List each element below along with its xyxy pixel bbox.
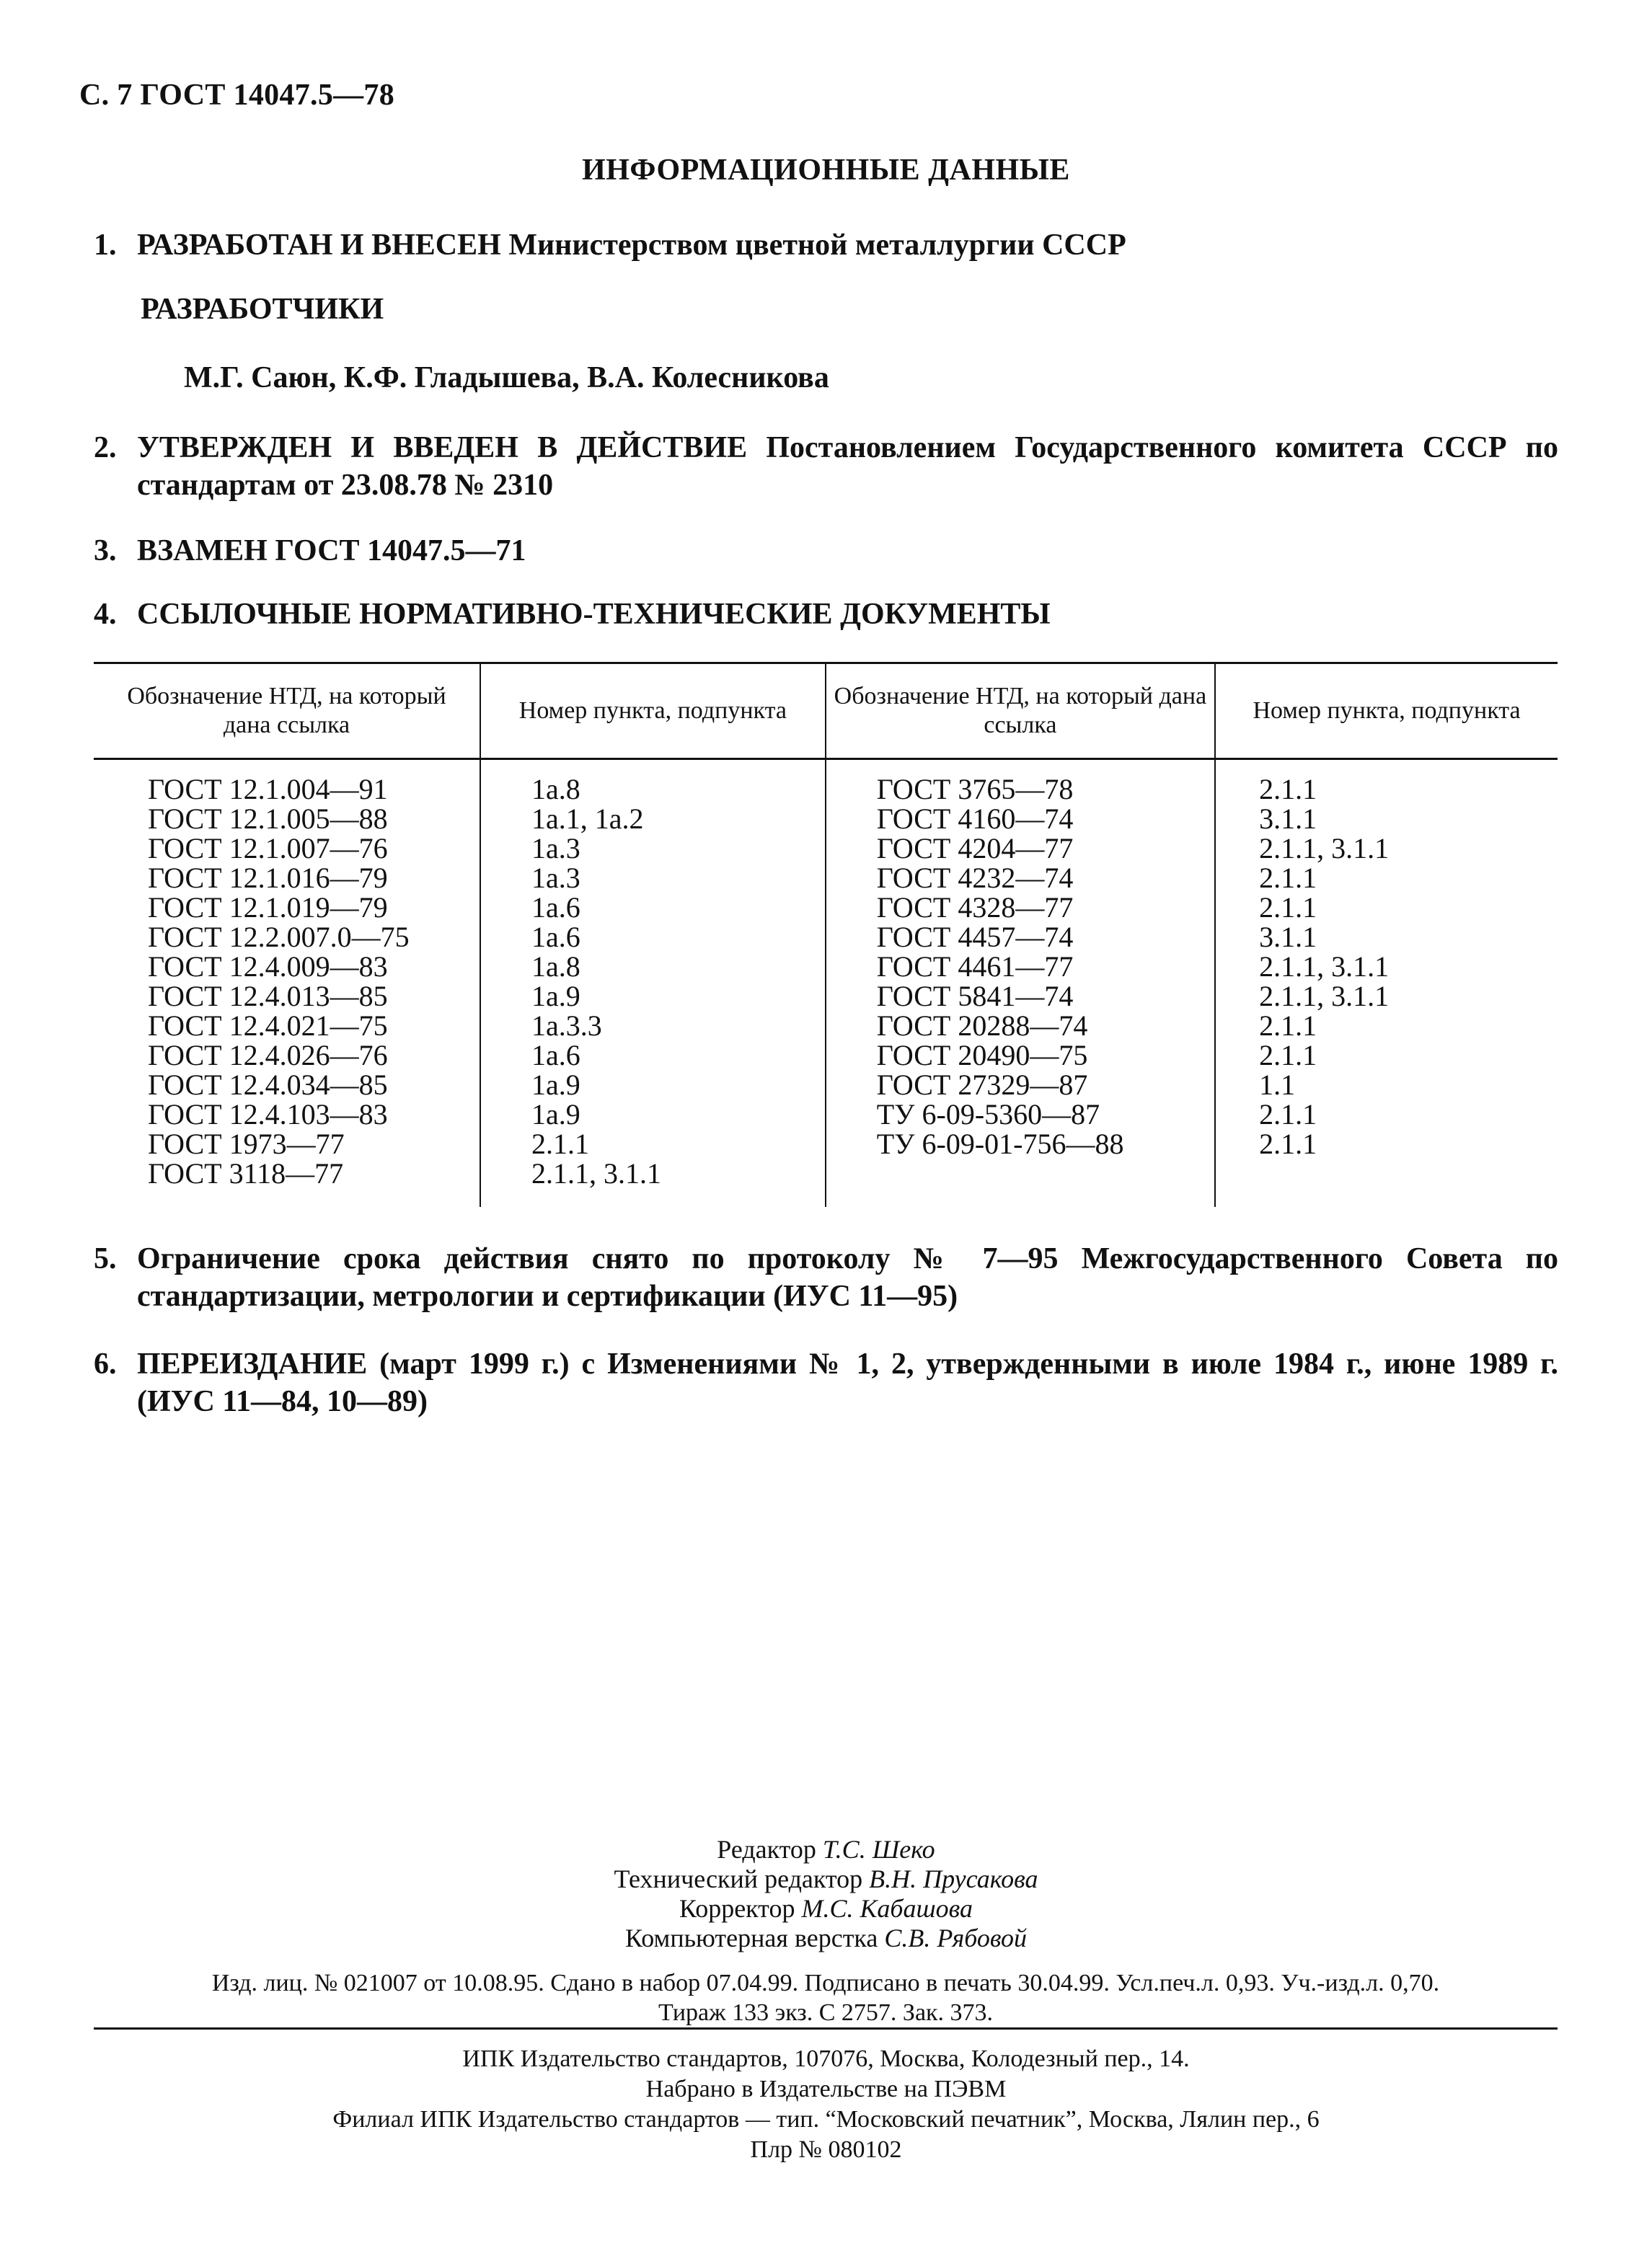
- publisher-line: Плр № 080102: [750, 2136, 902, 2163]
- table-cell-doc: ГОСТ 12.4.103—83: [148, 1098, 388, 1131]
- table-cell-points: 1.1: [1259, 1069, 1296, 1101]
- table-cell-points: 1а.8: [531, 773, 580, 805]
- table-cell-doc: ГОСТ 12.1.019—79: [148, 891, 388, 924]
- references-table: [94, 662, 1558, 1207]
- table-cell-points: 1а.1, 1а.2: [531, 802, 644, 835]
- table-cell-points: 3.1.1: [1259, 921, 1317, 953]
- item-text: (март 1999 г.) с Изменениями № 1, 2, утвержденными в июле 1984 г., июне 1989 г. (ИУС 11—84, 10—89): [137, 1348, 1558, 1418]
- credit-name: Т.С. Шеко: [822, 1835, 935, 1864]
- credits-block: [0, 1835, 1652, 1953]
- table-cell-points: 2.1.1: [1259, 1039, 1317, 1071]
- credit-role: Корректор: [679, 1894, 795, 1923]
- table-cell-points: 1а.3.3: [531, 1009, 602, 1042]
- item-number: 1.: [94, 229, 117, 262]
- table-cell-points: 1а.9: [531, 980, 580, 1012]
- table-cell-points: 2.1.1: [1259, 1128, 1317, 1160]
- publisher-line: Филиал ИПК Издательство стандартов — тип. “Московский печатник”, Москва, Лялин пер., 6: [332, 2106, 1320, 2133]
- column-header: Номер пункта, подпункта: [480, 663, 826, 759]
- table-cell-points: 2.1.1, 3.1.1: [531, 1157, 661, 1190]
- left-points-column: [480, 759, 826, 1208]
- table-cell-doc: ТУ 6-09-5360—87: [876, 1098, 1100, 1131]
- item-3: [94, 532, 1558, 570]
- item-number: 5.: [94, 1242, 117, 1275]
- item-6: [94, 1345, 1558, 1420]
- table-cell-points: 2.1.1: [1259, 1098, 1317, 1131]
- item-2: [94, 429, 1558, 504]
- table-cell-doc: ГОСТ 27329—87: [876, 1069, 1088, 1101]
- table-cell-doc: ГОСТ 12.4.013—85: [148, 980, 388, 1012]
- credit-name: М.С. Кабашова: [801, 1894, 973, 1923]
- table-cell-doc: ГОСТ 4457—74: [876, 921, 1074, 953]
- item-number: 6.: [94, 1348, 117, 1381]
- column-header: Номер пункта, подпункта: [1215, 663, 1558, 759]
- credit-role: Технический редактор: [614, 1864, 863, 1893]
- running-head: С. 7 ГОСТ 14047.5—78: [79, 79, 395, 112]
- print-info-line: Изд. лиц. № 021007 от 10.08.95. Сдано в набор 07.04.99. Подписано в печать 30.04.99. Усл.печ.л. 0,93. Уч.-изд.л. 0,70.: [211, 1970, 1440, 1996]
- table-cell-doc: ГОСТ 3765—78: [876, 773, 1074, 805]
- table-cell-points: 1а.6: [531, 891, 580, 924]
- item-lead: ВЗАМЕН ГОСТ 14047.5—71: [137, 534, 526, 567]
- table-cell-points: 1а.9: [531, 1069, 580, 1101]
- item-lead: УТВЕРЖДЕН И ВВЕДЕН В ДЕЙСТВИЕ: [137, 431, 748, 464]
- table-cell-points: 1а.3: [531, 862, 580, 894]
- table-cell-doc: ГОСТ 20490—75: [876, 1039, 1088, 1071]
- table-cell-points: 2.1.1: [1259, 773, 1317, 805]
- table-cell-doc: ГОСТ 12.1.016—79: [148, 862, 388, 894]
- table-cell-doc: ГОСТ 20288—74: [876, 1009, 1088, 1042]
- table-cell-doc: ГОСТ 1973—77: [148, 1128, 345, 1160]
- table-cell-points: 1а.6: [531, 921, 580, 953]
- table-cell-doc: ГОСТ 3118—77: [148, 1157, 344, 1190]
- table-cell-doc: ГОСТ 12.2.007.0—75: [148, 921, 410, 953]
- publisher-line: Набрано в Издательстве на ПЭВМ: [645, 2076, 1007, 2102]
- table-cell-doc: ГОСТ 12.1.007—76: [148, 832, 388, 864]
- table-cell-doc: ГОСТ 4160—74: [876, 802, 1074, 835]
- table-cell-doc: ГОСТ 4461—77: [876, 950, 1074, 983]
- table-cell-doc: ГОСТ 12.1.004—91: [148, 773, 388, 805]
- table-cell-points: 3.1.1: [1259, 802, 1317, 835]
- table-cell-doc: ГОСТ 5841—74: [876, 980, 1074, 1012]
- table-cell-doc: ГОСТ 12.4.021—75: [148, 1009, 388, 1042]
- credit-line: [0, 1924, 1652, 1953]
- publisher-line: ИПК Издательство стандартов, 107076, Москва, Колодезный пер., 14.: [462, 2045, 1190, 2072]
- credit-line: [0, 1894, 1652, 1924]
- publisher-block: [0, 2044, 1652, 2165]
- item-number: 4.: [94, 598, 117, 631]
- print-info: [94, 1968, 1558, 2027]
- item-4: [94, 596, 1558, 633]
- table-body-row: [94, 759, 1558, 1208]
- table-cell-points: 1а.8: [531, 950, 580, 983]
- credit-line: [0, 1835, 1652, 1864]
- left-docs-column: [94, 759, 480, 1208]
- item-lead: ССЫЛОЧНЫЕ НОРМАТИВНО-ТЕХНИЧЕСКИЕ ДОКУМЕНТЫ: [137, 598, 1051, 631]
- column-header: Обозначение НТД, на который дана ссылка: [94, 663, 480, 759]
- credit-name: С.В. Рябовой: [884, 1924, 1027, 1952]
- item-text: Постановлением Государственного комитета СССР по стандартам от 23.08.78 № 2310: [137, 431, 1559, 502]
- credit-line: [0, 1864, 1652, 1894]
- item-number: 2.: [94, 431, 117, 464]
- table-cell-points: 2.1.1, 3.1.1: [1259, 950, 1390, 983]
- table-cell-points: 2.1.1: [531, 1128, 589, 1160]
- print-info-line: Тираж 133 экз. С 2757. Зак. 373.: [658, 1999, 994, 2026]
- table-cell-doc: ТУ 6-09-01-756—88: [876, 1128, 1124, 1160]
- table-header-row: [94, 663, 1558, 759]
- developers-heading: РАЗРАБОТЧИКИ: [141, 293, 384, 326]
- item-lead: ПЕРЕИЗДАНИЕ: [137, 1348, 368, 1381]
- item-1: [94, 226, 1558, 264]
- table-cell-points: 1а.3: [531, 832, 580, 864]
- table-cell-points: 2.1.1: [1259, 1009, 1317, 1042]
- table-cell-points: 1а.9: [531, 1098, 580, 1131]
- credit-name: В.Н. Прусакова: [869, 1864, 1038, 1893]
- table-cell-doc: ГОСТ 4328—77: [876, 891, 1074, 924]
- item-5: [94, 1240, 1558, 1315]
- table-cell-doc: ГОСТ 12.4.026—76: [148, 1039, 388, 1071]
- table-cell-points: 2.1.1: [1259, 891, 1317, 924]
- column-header: Обозначение НТД, на который дана ссылка: [826, 663, 1215, 759]
- table-cell-doc: ГОСТ 12.4.034—85: [148, 1069, 388, 1101]
- credit-role: Компьютерная верстка: [625, 1924, 878, 1952]
- document-title: ИНФОРМАЦИОННЫЕ ДАННЫЕ: [582, 154, 1070, 187]
- footer-divider: [94, 2027, 1558, 2030]
- item-number: 3.: [94, 534, 117, 567]
- right-docs-column: [826, 759, 1215, 1208]
- table-cell-points: 2.1.1, 3.1.1: [1259, 980, 1390, 1012]
- right-points-column: [1215, 759, 1558, 1208]
- table-cell-points: 2.1.1: [1259, 862, 1317, 894]
- table-cell-doc: ГОСТ 12.4.009—83: [148, 950, 388, 983]
- table-cell-doc: ГОСТ 12.1.005—88: [148, 802, 388, 835]
- item-lead: РАЗРАБОТАН И ВНЕСЕН: [137, 229, 501, 262]
- credit-role: Редактор: [717, 1835, 816, 1864]
- item-text: Министерством цветной металлургии СССР: [508, 229, 1126, 262]
- item-text: Ограничение срока действия снято по протоколу № 7—95 Межгосударственного Совета по стандартизации, метрологии и сертификации (ИУС 11—95): [137, 1242, 1558, 1313]
- table-cell-doc: ГОСТ 4204—77: [876, 832, 1074, 864]
- table-cell-doc: ГОСТ 4232—74: [876, 862, 1074, 894]
- table-cell-points: 2.1.1, 3.1.1: [1259, 832, 1390, 864]
- developers-names: М.Г. Саюн, К.Ф. Гладышева, В.А. Колесникова: [184, 361, 829, 394]
- table-cell-points: 1а.6: [531, 1039, 580, 1071]
